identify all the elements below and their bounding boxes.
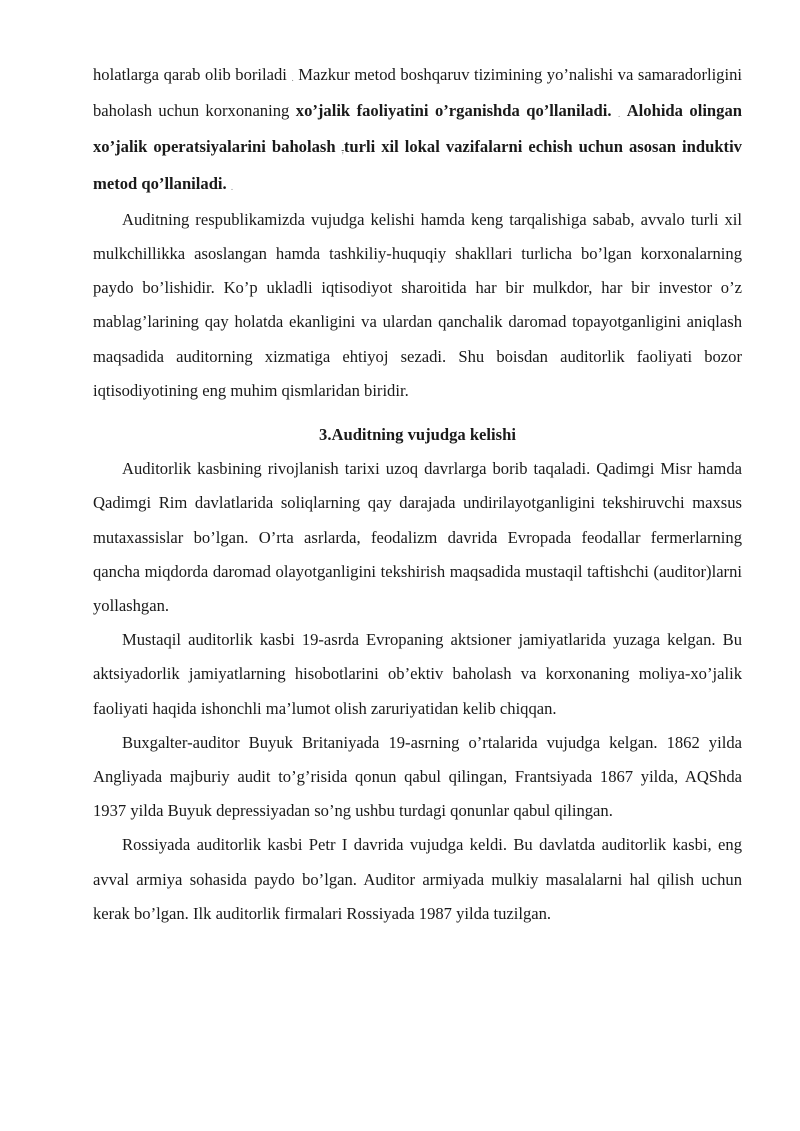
paragraph-intro <box>93 58 742 203</box>
edit-mark: , <box>341 145 344 156</box>
edit-mark: . <box>291 73 294 83</box>
paragraph-intro-text-2: Mazkur metod boshqaruv tizimining yo’nalishi va samaradorligini baholash uchun korxonaning <box>93 65 743 121</box>
paragraph-audit-origin: Auditning respublikamizda vujudga kelishi hamda keng tarqalishiga sabab, avvalo turli xil mulkchillikka asoslangan hamda tashkiliy-huquqiy shakllari turlicha bo’lgan korxonalarning paydo bo’lishidir. Ko’p ukladli iqtisodiyot sharoitida har bir mulkdor, har bir investor o’z mablag’larining qay holatda ekanligini va ulardan qanchalik daromad topayotganligini aniqlash maqsadida auditorning xizmatiga ehtiyoj sezadi. Shu boisdan auditorlik faoliyati bozor iqtisodiyotining eng muhim qismlaridan biridir. <box>93 209 742 400</box>
bold-phrase: xo’jalik faoliyatini o’rganishda qo’llaniladi. <box>295 101 612 121</box>
paragraph-history: Auditorlik kasbining rivojlanish tarixi uzoq davrlarga borib taqaladi. Qadimgi Misr hamda Qadimgi Rim davlatlarida soliqlarning qay darajada undirilayotganligini tekshiruvchi maxsus mutaxassislar bo’lgan. O’rta asrlarda, feodalizm davrida Evropada feodallar fermerlarning qancha miqdorda daromad olayotganligini tekshirish maqsadida mustaqil taftishchi (auditor)larni yollashgan. <box>93 459 742 616</box>
paragraph-intro-text: holatlarga qarab olib boriladi <box>93 65 287 84</box>
section-heading: 3.Auditning vujudga kelishi <box>319 425 516 445</box>
bold-phrase: turli xil lokal vazifalarni echish uchun asosan induktiv metod qo’llaniladi. <box>93 137 742 193</box>
paragraph-britain: Buxgalter-auditor Buyuk Britaniyada 19-asrning o’rtalarida vujudga kelgan. 1862 yilda Angliyada majburiy audit to’g’risida qonun qabul qilingan, Frantsiyada 1867 yilda, AQShda 1937 yilda Buyuk depressiyadan so’ng ushbu turdagi qonunlar qabul qilingan. <box>93 732 742 821</box>
edit-mark: . <box>618 109 621 120</box>
bold-phrase: Alohida olingan xo’jalik operatsiyalarini baholash <box>93 101 742 157</box>
paragraph-russia: Rossiyada auditorlik kasbi Petr I davrida vujudga keldi. Bu davlatda auditorlik kasbi, eng avval armiya sohasida paydo bo’lgan. Auditor armiyada mulkiy masalalarni hal qilish uchun kerak bo’lgan. Ilk auditorlik firmalari Rossiyada 1987 yilda tuzilgan. <box>93 835 742 923</box>
edit-mark: . <box>230 181 234 192</box>
paragraph-19th-century: Mustaqil auditorlik kasbi 19-asrda Evropaning aktsioner jamiyatlarida yuzaga kelgan. Bu aktsiyadorlik jamiyatlarning hisobotlarini ob’ektiv baholash va korxonaning moliya-xo’jalik faoliyati haqida ishonchli ma’lumot olish zaruriyatidan kelib chiqqan. <box>93 630 742 718</box>
